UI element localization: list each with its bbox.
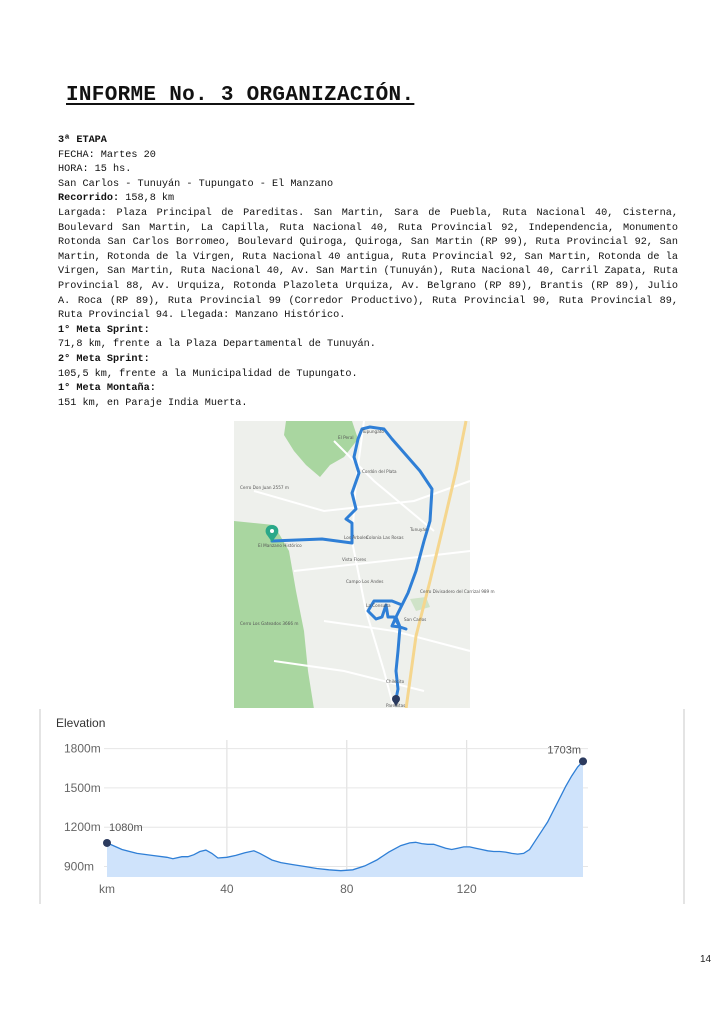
stage-date: FECHA: Martes 20 — [58, 149, 156, 161]
sprint1-label: 1° Meta Sprint: — [58, 324, 150, 336]
route-map-svg — [234, 421, 495, 709]
stage-time: HORA: 15 hs. — [58, 164, 132, 176]
chart-title: Elevation — [56, 716, 106, 730]
sprint2-label: 2° Meta Sprint: — [58, 353, 150, 365]
y-tick-label: 1500m — [64, 780, 101, 795]
page-number: 14 — [700, 954, 712, 965]
elevation-chart-svg — [40, 708, 686, 904]
elevation-end-label: 1703m — [547, 744, 581, 757]
map-label-pareditas: Pareditas — [386, 703, 406, 708]
route-summary: San Carlos - Tunuyán - Tupungato - El Manzano — [58, 178, 334, 190]
distance-value: 158,8 km — [119, 193, 175, 205]
y-tick-label: 900m — [64, 859, 95, 874]
elevation-start-point — [103, 839, 111, 847]
stage-heading: 3ª ETAPA — [58, 135, 107, 146]
map-label-cerro-gateados: Cerro Los Gateados 3666 m — [240, 621, 299, 626]
map-label-tupungato: Tupungato — [362, 429, 384, 434]
map-label-colonia: Colonia Las Rosas — [366, 535, 404, 540]
distance-line — [58, 192, 678, 207]
map-label-cerro-juan: Cerro Don Juan 2557 m — [240, 485, 289, 490]
map-label-el-peral: El Peral — [338, 435, 354, 440]
sprint1-value: 71,8 km, frente a la Plaza Departamental de Tunuyán. — [58, 339, 376, 351]
elevation-chart — [40, 708, 686, 904]
map-label-campo-andes: Campo Los Andes — [346, 579, 384, 584]
map-label-san-carlos: San Carlos — [404, 617, 427, 622]
map-label-cerro-divisadero: Cerro Divisadero del Carrizal 989 m — [420, 589, 495, 594]
y-tick-label: 1200m — [64, 820, 101, 835]
x-tick-label: 80 — [340, 882, 354, 896]
map-label-la-consulta: La Consulta — [366, 603, 391, 608]
sprint2-value: 105,5 km, frente a la Municipalidad de Tupungato. — [58, 368, 358, 380]
mountain-value: 151 km, en Paraje India Muerta. — [58, 397, 248, 409]
mountain-label: 1° Meta Montaña: — [58, 383, 156, 395]
map-label-los-arboles: Los Árboles — [344, 535, 369, 540]
y-tick-label: 1800m — [64, 741, 101, 756]
route-detail: Largada: Plaza Principal de Pareditas. San Martin, Sara de Puebla, Ruta Nacional 40, Cisterna, Boulevard San Martin, La Capilla, Ruta Nacional 40, Ruta Provincial 92, Independencia, Monumento Rotonda San Carlos Borromeo, Boulevard Quiroga, Quiroga, San Martin (RP 99), Ruta Provincial 92, San Martin, Rotonda de la Virgen, Ruta Nacional 40 antigua, Ruta Provincial 92, San Martin, Rotonda de la Virgen, San Martin, Ruta Nacional 40, Av. San Martin (Tunuyán), Ruta Nacional 40, Carril Zapata, Ruta Provincial 88, Av. Urquiza, Rotonda Plazoleta Urquiza, Av. Belgrano (RP 89), Brantis (RP 89), Julio A. Roca (RP 89), Ruta Provincial 99 (Corredor Productivo), Ruta Provincial 90, Ruta Provincial 89, Ruta Provincial 94. Llegada: Manzano Histórico. — [58, 207, 678, 322]
map-label-tunuyan: Tunuyán — [410, 527, 428, 532]
elevation-end-point — [579, 757, 587, 765]
map-label-manzano: El Manzano Histórico — [258, 543, 302, 548]
page-title: INFORME No. 3 ORGANIZACIÓN. — [66, 84, 415, 107]
elevation-start-label: 1080m — [109, 821, 143, 834]
map-label-cordon-plata: Cordón del Plata — [362, 469, 397, 474]
x-tick-label: 40 — [220, 882, 234, 896]
distance-label: Recorrido: — [58, 193, 120, 205]
x-tick-label: 120 — [456, 882, 477, 896]
x-tick-label: km — [99, 882, 115, 896]
stage-info — [58, 134, 678, 411]
map-label-vista-flores: Vista Flores — [342, 557, 367, 562]
route-map — [234, 421, 495, 709]
map-label-chilecito: Chilecito — [386, 679, 405, 684]
